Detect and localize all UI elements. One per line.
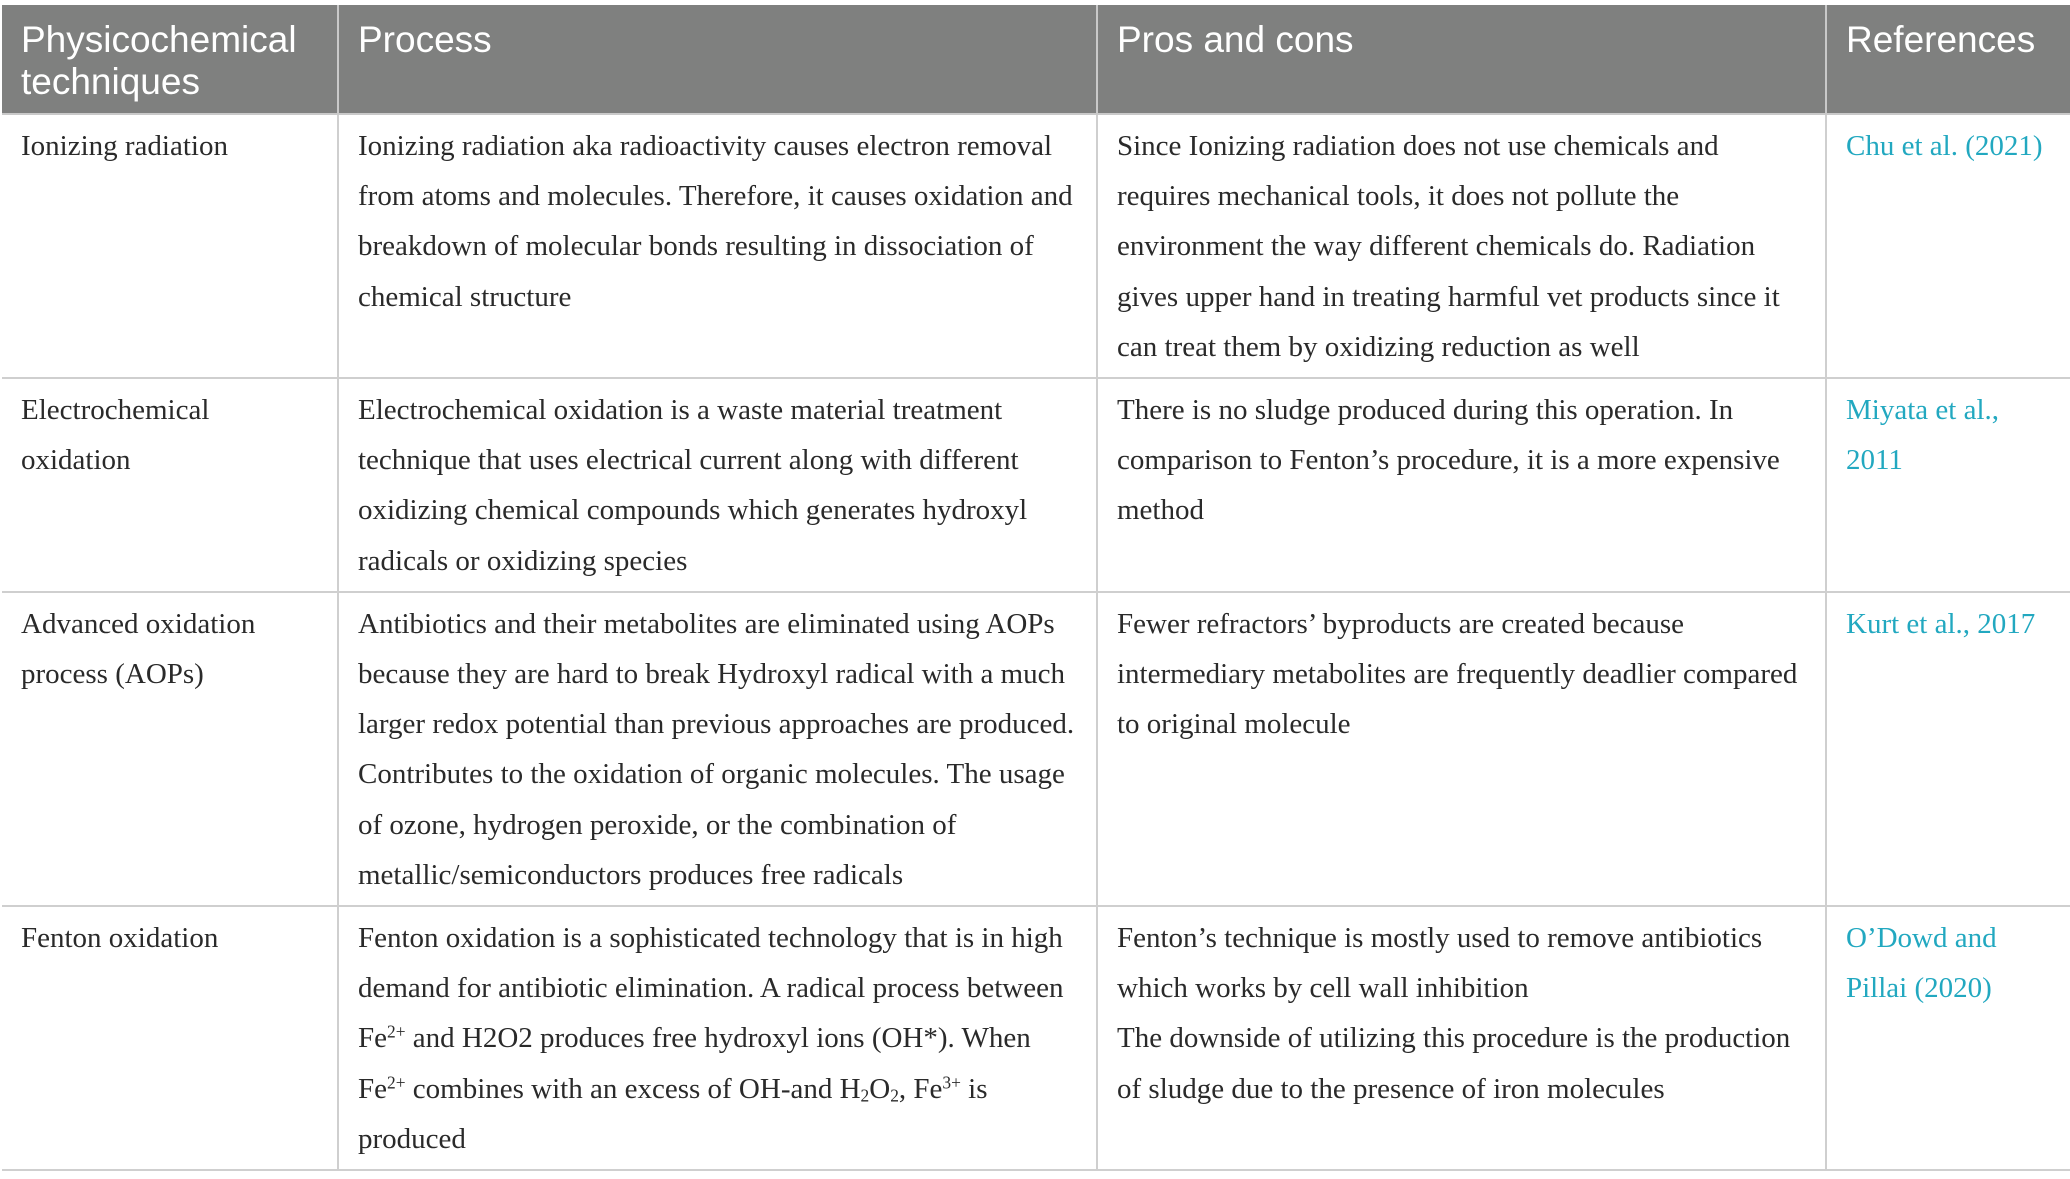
process-cell <box>338 906 1097 1170</box>
process-cell: Electrochemical oxidation is a waste material treatment technique that uses electrical current along with different oxidizing chemical compounds which generates hydroxyl radicals or oxidizing species <box>338 378 1097 592</box>
header-techniques: Physicochemical techniques <box>2 5 338 114</box>
pros-cons-cell: There is no sludge produced during this operation. In comparison to Fenton’s procedure, it is a more expensive method <box>1097 378 1826 592</box>
technique-cell: Fenton oxidation <box>2 906 338 1170</box>
reference-link[interactable]: Miyata et al., 2011 <box>1846 394 2000 477</box>
table-row <box>2 378 2070 592</box>
process-text-3: combines with an excess of OH-and H <box>405 1072 861 1105</box>
header-process: Process <box>338 5 1097 114</box>
pros-cons-line-1: Fenton’s technique is mostly used to remove antibiotics which works by cell wall inhibition <box>1117 922 1763 1005</box>
process-cell: Ionizing radiation aka radioactivity causes electron removal from atoms and molecules. Therefore, it causes oxidation and breakdown of molecular bonds resulting in dissociation of chemical structure <box>338 114 1097 378</box>
reference-cell <box>1826 378 2070 592</box>
reference-link[interactable]: Kurt et al., 2017 <box>1846 607 2036 640</box>
superscript: 3+ <box>942 1072 961 1093</box>
table-row <box>2 114 2070 378</box>
table-body <box>2 114 2070 1170</box>
pros-cons-cell: Since Ionizing radiation does not use chemicals and requires mechanical tools, it does not pollute the environment the way different chemicals do. Radiation gives upper hand in treating harmful vet products since it can treat them by oxidizing reduction as well <box>1097 114 1826 378</box>
data-table <box>2 5 2070 1171</box>
header-pros-cons: Pros and cons <box>1097 5 1826 114</box>
process-text-5: , Fe <box>898 1072 943 1105</box>
subscript: 2 <box>890 1085 899 1106</box>
superscript: 2+ <box>387 1072 406 1093</box>
reference-cell <box>1826 114 2070 378</box>
table-header <box>2 5 2070 114</box>
pros-cons-line-2: The downside of utilizing this procedure is the production of sludge due to the presence of iron molecules <box>1117 1022 1791 1105</box>
superscript: 2+ <box>387 1021 406 1042</box>
process-text-6: is produced <box>358 1072 988 1155</box>
pros-cons-cell: Fewer refractors’ byproducts are created because intermediary metabolites are frequently deadlier compared to original molecule <box>1097 592 1826 906</box>
reference-cell <box>1826 906 2070 1170</box>
process-text-1: Fenton oxidation is a sophisticated technology that is in high demand for antibiotic elimination. A radical process between Fe <box>358 922 1064 1055</box>
technique-cell: Advanced oxidation process (AOPs) <box>2 592 338 906</box>
process-cell: Antibiotics and their metabolites are eliminated using AOPs because they are hard to break Hydroxyl radical with a much larger redox potential than previous approaches are produced. Contributes to the oxidation of organic molecules. The usage of ozone, hydrogen peroxide, or the combination of metallic/semiconductors produces free radicals <box>338 592 1097 906</box>
pros-cons-cell <box>1097 906 1826 1170</box>
subscript: 2 <box>860 1085 870 1106</box>
process-text-4: O <box>869 1072 891 1105</box>
technique-cell: Ionizing radiation <box>2 114 338 378</box>
table-row <box>2 906 2070 1170</box>
header-references: References <box>1826 5 2070 114</box>
reference-link[interactable]: Chu et al. (2021) <box>1846 130 2043 162</box>
reference-link[interactable]: O’Dowd and Pillai (2020) <box>1846 922 1997 1005</box>
table-row <box>2 592 2070 906</box>
reference-cell <box>1826 592 2070 906</box>
process-text-2: and H2O2 produces free hydroxyl ions (OH*). When Fe <box>358 1022 1031 1105</box>
header-row <box>2 5 2070 114</box>
technique-cell: Electrochemical oxidation <box>2 378 338 592</box>
